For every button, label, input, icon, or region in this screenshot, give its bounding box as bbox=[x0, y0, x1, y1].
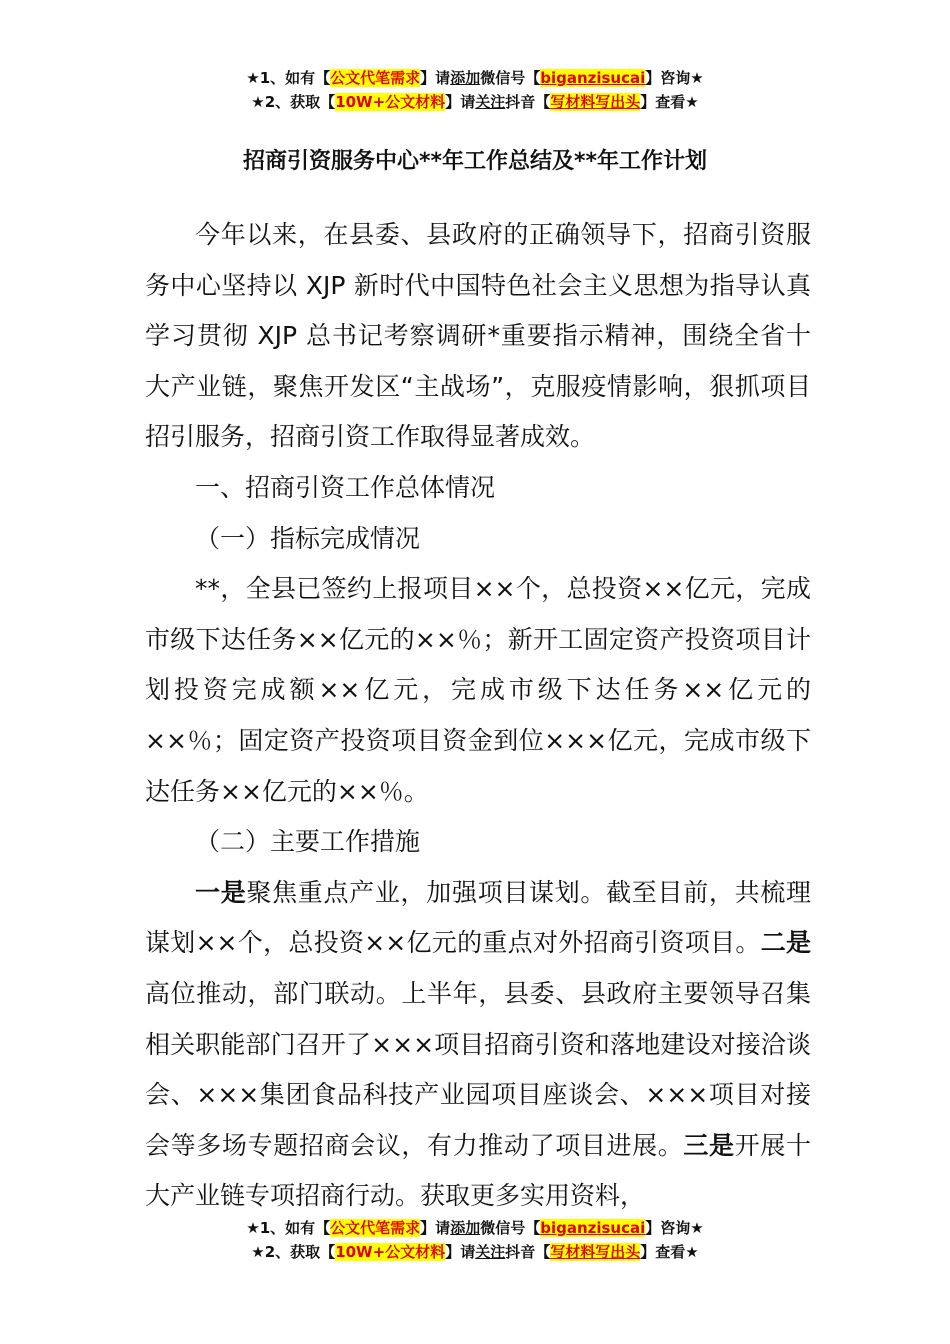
banner-highlight-service: 公文代笔需求 bbox=[330, 1219, 421, 1237]
intro-paragraph: 今年以来，在县委、县政府的正确领导下，招商引资服务中心坚持以 XJP 新时代中国特色社会主义思想为指导认真学习贯彻 XJP 总书记考察调研*重要指示精神，围绕全省十大产业链，聚焦开发区“主战场”，克服疫情影响，狠抓项目招引服务，招商引资工作取得显著成效。 bbox=[145, 220, 811, 452]
measures-paragraph bbox=[145, 868, 811, 1222]
banner-highlight-materials: 10W+公文材料 bbox=[335, 1243, 446, 1261]
banner-line-2: ★2、获取【10W+公文材料】请关注抖音【写材料写出头】查看★ bbox=[251, 1243, 699, 1261]
document-title: 招商引资服务中心**年工作总结及**年工作计划 bbox=[242, 149, 708, 174]
banner-douyin-account-link[interactable]: 写材料写出头 bbox=[550, 1243, 641, 1261]
subsection-heading-2: （二）主要工作措施 bbox=[195, 827, 421, 857]
banner-line-1: ★1、如有【公文代笔需求】请添加微信号【biganzisucai】咨询★ bbox=[246, 69, 704, 87]
bottom-banner bbox=[0, 1216, 950, 1264]
measure-text-3: 开展十大产业链专项招商行动。获取更多实用资料， bbox=[145, 1130, 811, 1211]
banner-highlight-materials: 10W+公文材料 bbox=[335, 93, 446, 111]
measure-text-1: 聚焦重点产业，加强项目谋划。截至目前，共梳理谋划××个，总投资××亿元的重点对外招商引资项目。 bbox=[145, 877, 811, 958]
banner-line-2: ★2、获取【10W+公文材料】请关注抖音【写材料写出头】查看★ bbox=[251, 93, 699, 111]
measure-text-2: 高位推动，部门联动。上半年，县委、县政府主要领导召集相关职能部门召开了×××项目招商引资和落地建设对接洽谈会、×××集团食品科技产业园项目座谈会、×××项目对接会等多场专题招商会议，有力推动了项目进展。 bbox=[145, 978, 811, 1160]
indicator-paragraph: **，全县已签约上报项目××个，总投资××亿元，完成市级下达任务××亿元的××％；新开工固定资产投资项目计划投资完成额××亿元，完成市级下达任务××亿元的××％；固定资产投资项目资金到位×××亿元，完成市级下达任务××亿元的××％。 bbox=[145, 574, 811, 806]
measure-label-3: 三是 bbox=[683, 1130, 735, 1160]
section-heading-1: 一、招商引资工作总体情况 bbox=[195, 472, 496, 502]
banner-douyin-account-link[interactable]: 写材料写出头 bbox=[550, 93, 641, 111]
banner-line-1: ★1、如有【公文代笔需求】请添加微信号【biganzisucai】咨询★ bbox=[246, 1219, 704, 1237]
top-banner bbox=[0, 66, 950, 114]
measure-label-2: 二是 bbox=[760, 928, 811, 958]
banner-wechat-id-link[interactable]: biganzisucai bbox=[540, 69, 646, 87]
document-body bbox=[145, 210, 811, 1222]
banner-highlight-service: 公文代笔需求 bbox=[330, 69, 421, 87]
measure-label-1: 一是 bbox=[195, 877, 247, 907]
banner-wechat-id-link[interactable]: biganzisucai bbox=[540, 1219, 646, 1237]
subsection-heading-1: （一）指标完成情况 bbox=[195, 523, 421, 553]
